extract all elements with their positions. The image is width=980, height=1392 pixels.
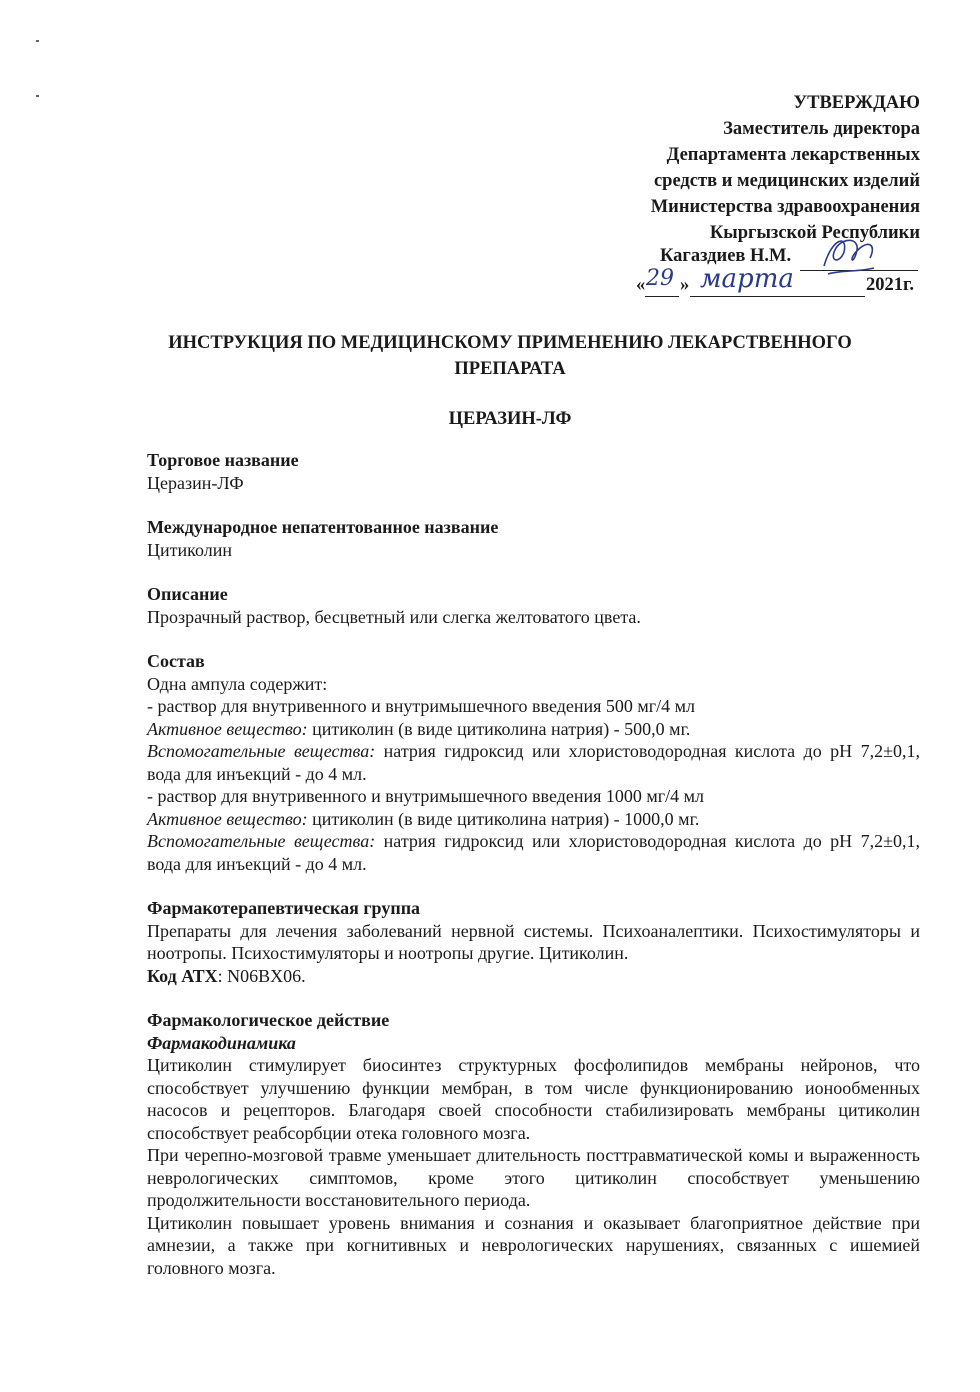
atc-value: : N06BX06. xyxy=(217,965,306,986)
pharmgroup-heading: Фармакотерапевтическая группа xyxy=(147,898,421,918)
title-line-1: ИНСТРУКЦИЯ ПО МЕДИЦИНСКОМУ ПРИМЕНЕНИЮ ЛЕКАРСТВЕННОГО xyxy=(168,333,852,353)
document-title xyxy=(130,330,890,382)
document-body xyxy=(147,449,920,1279)
approval-position: Заместитель директора xyxy=(723,119,920,139)
excipients-value: натрия гидроксид или хлористоводородная кислота до pH 7,2±0,1, вода для инъекций - до 4 мл. xyxy=(147,741,920,784)
description-heading: Описание xyxy=(147,584,228,604)
title-line-2: ПРЕПАРАТА xyxy=(454,359,566,379)
inn-heading: Международное непатентованное название xyxy=(147,517,499,537)
composition-active-1 xyxy=(147,718,920,741)
approval-department-cont: средств и медицинских изделий xyxy=(653,171,920,191)
approval-date-close: » xyxy=(680,275,690,295)
excipients-value: натрия гидроксид или хлористоводородная кислота до pH 7,2±0,1, вода для инъекций - до 4 мл. xyxy=(147,831,920,874)
description-value: Прозрачный раствор, бесцветный или слегка желтоватого цвета. xyxy=(147,606,641,627)
date-month-line xyxy=(690,296,865,297)
approval-signer: Кагаздиев Н.М. xyxy=(660,246,792,266)
pharmacodynamics-paragraph-3: Цитиколин повышает уровень внимания и сознания и оказывает благоприятное действие при амнезии, а также при когнитивных и неврологических нарушениях, связанных с ишемией головного мозга. xyxy=(147,1212,920,1278)
approval-date-month: марта xyxy=(700,264,794,294)
active-value: цитиколин (в виде цитиколина натрия) - 1000,0 мг. xyxy=(307,808,700,829)
excipients-label: Вспомогательные вещества: xyxy=(147,741,376,761)
approval-date-open: « xyxy=(636,275,646,295)
excipients-label: Вспомогательные вещества: xyxy=(147,831,376,851)
drug-name-title: ЦЕРАЗИН-ЛФ xyxy=(448,409,572,429)
inn-value: Цитиколин xyxy=(147,539,232,560)
composition-heading: Состав xyxy=(147,651,205,671)
approval-date-day: 29 xyxy=(646,266,674,291)
scan-mark xyxy=(36,40,39,42)
trade-name-value: Церазин-ЛФ xyxy=(147,472,244,493)
composition-excipients-2 xyxy=(147,830,920,875)
approval-date-year: 2021г. xyxy=(866,275,914,295)
pharmgroup-value: Препараты для лечения заболеваний нервной системы. Психоаналептики. Психостимуляторы и ноотропы. Психостимуляторы и ноотропы другие. Цитиколин. xyxy=(147,920,920,963)
pharmacodynamics-heading: Фармакодинамика xyxy=(147,1032,296,1053)
approval-country: Кыргызской Республики xyxy=(709,223,920,243)
composition-form-2: - раствор для внутривенного и внутримышечного введения 1000 мг/4 мл xyxy=(147,786,705,806)
composition-excipients-1 xyxy=(147,740,920,785)
composition-active-2 xyxy=(147,808,920,831)
active-value: цитиколин (в виде цитиколина натрия) - 500,0 мг. xyxy=(307,718,691,739)
pharmacodynamics-paragraph-1: Цитиколин стимулирует биосинтез структурных фосфолипидов мембраны нейронов, что способствует улучшению функции мембран, в том числе функционированию ионообменных насосов и рецепторов. Благодаря своей способности стабилизировать мембраны цитиколин способствует реабсорбции отека головного мозга. xyxy=(147,1055,920,1143)
pharmacodynamics-paragraph-2: При черепно-мозговой травме уменьшает длительность посттравматической комы и выраженность неврологических симптомов, кроме этого цитиколин способствует уменьшению продолжительности восстановительного периода. xyxy=(147,1145,920,1210)
approval-heading: УТВЕРЖДАЮ xyxy=(793,93,920,113)
scan-mark xyxy=(36,95,39,97)
atc-code xyxy=(147,965,920,988)
atc-label: Код АТХ xyxy=(147,965,218,986)
approval-department: Департамента лекарственных xyxy=(666,145,920,165)
date-day-line xyxy=(645,296,679,297)
approval-ministry: Министерства здравоохранения xyxy=(650,197,920,217)
composition-intro: Одна ампула содержит: xyxy=(147,673,328,694)
active-label: Активное вещество: xyxy=(147,808,308,829)
pharmaction-heading: Фармакологическое действие xyxy=(147,1010,390,1030)
trade-name-heading: Торговое название xyxy=(147,450,299,470)
active-label: Активное вещество: xyxy=(147,718,308,739)
approval-block xyxy=(560,90,920,246)
composition-form-1: - раствор для внутривенного и внутримышечного введения 500 мг/4 мл xyxy=(147,696,696,716)
